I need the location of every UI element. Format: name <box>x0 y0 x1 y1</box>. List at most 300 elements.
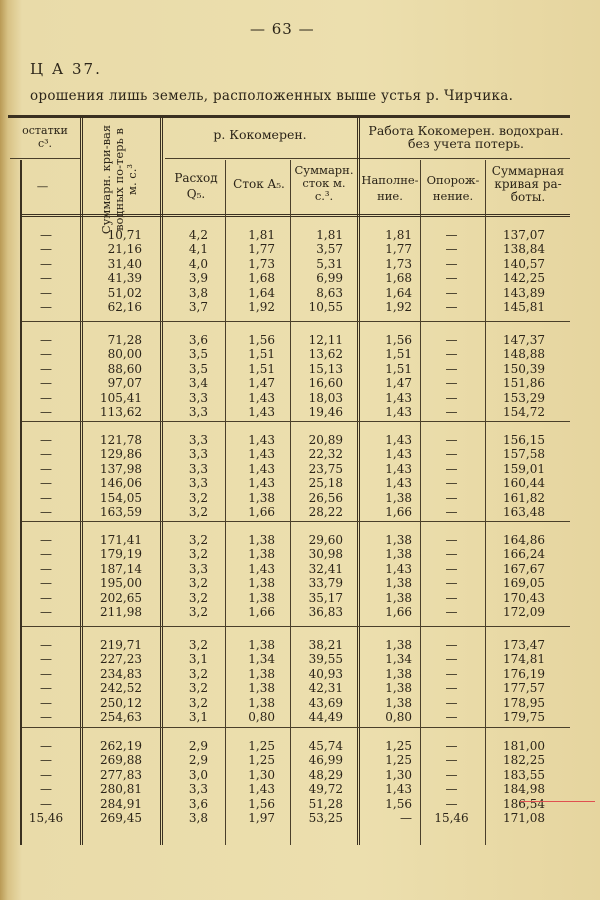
table-cell: — <box>40 710 52 724</box>
table-cell: — <box>445 490 458 505</box>
table-cell: 171,08 <box>503 811 545 825</box>
table-cell: 1,38 <box>248 666 275 681</box>
table-cell: — <box>445 390 458 405</box>
table-cell: 234,83 <box>100 666 142 681</box>
table-cell: 3,2 <box>188 605 208 619</box>
table-cell: — <box>445 796 458 811</box>
table-cell: 62,16 <box>107 300 142 314</box>
table-cell: — <box>40 505 52 519</box>
table-cell: 1,77 <box>248 242 275 257</box>
table-cell: — <box>445 242 458 257</box>
table-cell: 51,02 <box>107 285 142 300</box>
header-group-work: Работа Кокомерен. водохран. без учета потерь. <box>368 123 564 151</box>
table-cell: 1,43 <box>385 561 412 576</box>
table-cell: 15,46 <box>434 811 469 825</box>
table-cell: 169,05 <box>503 576 545 591</box>
table-cell: — <box>445 605 458 619</box>
block-rule <box>22 421 570 422</box>
table-cell: — <box>40 767 52 782</box>
block-rule <box>22 626 570 627</box>
table-cell: — <box>40 576 52 591</box>
table-cell: — <box>445 767 458 782</box>
table-cell: — <box>445 447 458 462</box>
table-cell: 1,38 <box>248 547 275 562</box>
table-cell: 146,06 <box>100 476 142 491</box>
table-cell: 1,38 <box>248 490 275 505</box>
table-cell: 15,46 <box>28 811 64 825</box>
table-cell: 36,83 <box>308 605 343 619</box>
column-rule <box>420 160 421 845</box>
table-cell: 10,71 <box>107 228 142 242</box>
table-cell: 1,43 <box>248 405 275 419</box>
table-cell: — <box>40 652 52 667</box>
table-cell: 113,62 <box>100 405 142 419</box>
table-cell: 1,51 <box>248 347 275 362</box>
table-cell: 1,68 <box>385 271 412 286</box>
table-cell: 1,25 <box>248 739 275 753</box>
table-cell: 170,43 <box>503 590 545 605</box>
block-rule <box>22 521 570 522</box>
table-cell: 1,38 <box>248 681 275 696</box>
table-cell: 160,44 <box>503 476 545 491</box>
table-cell: — <box>40 533 52 547</box>
table-cell: — <box>445 710 458 724</box>
table-cell: 3,8 <box>188 811 208 825</box>
table-cell: 43,69 <box>308 695 343 710</box>
table-cell: 6,99 <box>316 271 343 286</box>
pencil-mark <box>520 801 595 802</box>
table-cell: — <box>40 605 52 619</box>
table-cell: 16,60 <box>308 376 343 391</box>
table-cell: 163,59 <box>100 505 142 519</box>
table-cell: 1,43 <box>248 561 275 576</box>
table-cell: 1,38 <box>385 533 412 547</box>
table-cell: — <box>445 533 458 547</box>
table-cell: 48,29 <box>308 767 343 782</box>
table-cell: 23,75 <box>308 461 343 476</box>
header-bottom-rule <box>22 214 570 217</box>
table-cell: 182,25 <box>503 753 545 768</box>
table-cell: 1,43 <box>385 782 412 797</box>
table-cell: — <box>40 796 52 811</box>
column-rule <box>225 160 226 845</box>
table-cell: 3,57 <box>316 242 343 257</box>
table-cell: 1,64 <box>248 285 275 300</box>
table-cell: 1,56 <box>385 796 412 811</box>
table-cell: 26,56 <box>308 490 343 505</box>
table-cell: 262,19 <box>100 739 142 753</box>
table-cell: 1,38 <box>385 666 412 681</box>
table-cell: 164,86 <box>503 533 545 547</box>
table-cell: — <box>445 576 458 591</box>
table-cell: 1,43 <box>248 390 275 405</box>
table-cell: 1,47 <box>385 376 412 391</box>
table-cell: 153,29 <box>503 390 545 405</box>
table-cell: 80,00 <box>107 347 142 362</box>
table-cell: 1,38 <box>248 638 275 652</box>
table-cell: 1,56 <box>385 333 412 347</box>
table-subtitle: орошения лишь земель, расположенных выше устья р. Чирчика. <box>30 88 514 104</box>
table-cell: — <box>40 242 52 257</box>
table-cell: 46,99 <box>308 753 343 768</box>
table-cell: — <box>400 811 412 825</box>
table-cell: — <box>40 333 52 347</box>
table-cell: 1,38 <box>385 547 412 562</box>
table-cell: 3,3 <box>188 461 208 476</box>
table-cell: 284,91 <box>100 796 142 811</box>
header-emptying: Опорож-нение. <box>426 173 480 203</box>
table-cell: — <box>445 505 458 519</box>
table-cell: 21,16 <box>107 242 142 257</box>
table-cell: — <box>40 300 52 314</box>
table-cell: 1,56 <box>248 796 275 811</box>
header-cum-work: Суммарная кривая ра-боты. <box>491 164 565 204</box>
table-cell: 3,2 <box>188 590 208 605</box>
table-cell: 150,39 <box>503 361 545 376</box>
table-cell: 178,95 <box>503 695 545 710</box>
table-cell: 1,56 <box>248 333 275 347</box>
table-cell: — <box>40 490 52 505</box>
table-cell: 173,47 <box>503 638 545 652</box>
table-cell: 1,66 <box>385 605 412 619</box>
table-cell: 1,68 <box>248 271 275 286</box>
table-cell: 1,81 <box>248 228 275 242</box>
table-cell: 1,43 <box>248 447 275 462</box>
table-cell: 202,65 <box>100 590 142 605</box>
table-cell: 1,43 <box>385 405 412 419</box>
table-cell: 3,2 <box>188 576 208 591</box>
page-number: — 63 — <box>250 20 315 38</box>
table-cell: — <box>40 447 52 462</box>
table-cell: 1,38 <box>385 490 412 505</box>
table-cell: 1,73 <box>248 256 275 271</box>
divider <box>10 158 80 159</box>
table-cell: 1,51 <box>385 347 412 362</box>
table-cell: 1,38 <box>385 590 412 605</box>
table-cell: 3,8 <box>188 285 208 300</box>
table-cell: 176,19 <box>503 666 545 681</box>
table-cell: 0,80 <box>385 710 412 724</box>
table-cell: 3,2 <box>188 547 208 562</box>
table-cell: 171,41 <box>100 533 142 547</box>
table-cell: 1,43 <box>248 433 275 447</box>
table-cell: 3,3 <box>188 782 208 797</box>
table-cell: 219,71 <box>100 638 142 652</box>
table-cell: 138,84 <box>503 242 545 257</box>
table-cell: 1,43 <box>385 461 412 476</box>
table-cell: — <box>445 782 458 797</box>
table-cell: 154,72 <box>503 405 545 419</box>
table-cell: — <box>445 681 458 696</box>
table-cell: 174,81 <box>503 652 545 667</box>
table-cell: 242,52 <box>100 681 142 696</box>
column-rule <box>20 160 22 845</box>
table-cell: 5,31 <box>316 256 343 271</box>
table-cell: 49,72 <box>308 782 343 797</box>
table-cell: 269,45 <box>100 811 142 825</box>
table-cell: 156,15 <box>503 433 545 447</box>
table-cell: 121,78 <box>100 433 142 447</box>
table-cell: 3,3 <box>188 476 208 491</box>
table-cell: 140,57 <box>503 256 545 271</box>
table-cell: 1,43 <box>385 447 412 462</box>
table-cell: 3,6 <box>188 333 208 347</box>
table-cell: 3,2 <box>188 666 208 681</box>
table-cell: — <box>40 285 52 300</box>
table-cell: 3,3 <box>188 405 208 419</box>
table-cell: 51,28 <box>308 796 343 811</box>
table-cell: 53,25 <box>308 811 343 825</box>
table-cell: 22,32 <box>308 447 343 462</box>
table-cell: — <box>445 753 458 768</box>
table-cell: 3,9 <box>188 271 208 286</box>
table-label: Ц А 37. <box>30 60 102 78</box>
table-cell: 12,11 <box>308 333 343 347</box>
table-cell: 1,64 <box>385 285 412 300</box>
table-cell: — <box>40 638 52 652</box>
table-cell: 1,77 <box>385 242 412 257</box>
table-cell: 31,40 <box>107 256 142 271</box>
table-cell: 1,34 <box>385 652 412 667</box>
table-cell: 71,28 <box>107 333 142 347</box>
table-cell: 277,83 <box>100 767 142 782</box>
block-rule <box>22 321 570 322</box>
table-cell: 41,39 <box>107 271 142 286</box>
header-remainder-sub: — <box>36 179 49 193</box>
table-cell: 250,12 <box>100 695 142 710</box>
table-cell: — <box>40 695 52 710</box>
table-cell: — <box>40 271 52 286</box>
table-cell: — <box>445 652 458 667</box>
divider <box>165 158 570 159</box>
table-cell: 137,07 <box>503 228 545 242</box>
table-cell: 3,3 <box>188 447 208 462</box>
table-cell: 3,6 <box>188 796 208 811</box>
table-cell: 1,97 <box>248 811 275 825</box>
table-cell: — <box>445 361 458 376</box>
table-cell: 195,00 <box>100 576 142 591</box>
table-cell: 254,63 <box>100 710 142 724</box>
table-cell: — <box>445 433 458 447</box>
table-cell: 1,66 <box>385 505 412 519</box>
table-cell: 181,00 <box>503 739 545 753</box>
table-cell: 1,43 <box>248 782 275 797</box>
table-cell: 28,22 <box>308 505 343 519</box>
table-cell: — <box>40 390 52 405</box>
table-cell: — <box>445 695 458 710</box>
table-cell: 3,2 <box>188 505 208 519</box>
table-cell: 1,51 <box>385 361 412 376</box>
table-cell: 1,30 <box>385 767 412 782</box>
table-cell: 145,81 <box>503 300 545 314</box>
table-cell: — <box>445 271 458 286</box>
column-rule <box>485 160 486 845</box>
column-rule <box>160 118 163 845</box>
header-runoff: Сток A₅. <box>233 177 285 191</box>
table-cell: 1,47 <box>248 376 275 391</box>
table-cell: 166,24 <box>503 547 545 562</box>
table-cell: 3,1 <box>188 710 208 724</box>
table-cell: — <box>445 347 458 362</box>
header-cumulative-losses: Суммарн. кри-вая водных по-терь в м. с.³ <box>99 124 139 235</box>
table-cell: 25,18 <box>308 476 343 491</box>
table-cell: 1,66 <box>248 505 275 519</box>
table-cell: 3,5 <box>188 361 208 376</box>
table-cell: 88,60 <box>107 361 142 376</box>
table-cell: 161,82 <box>503 490 545 505</box>
table-cell: 1,30 <box>248 767 275 782</box>
table-cell: 3,2 <box>188 490 208 505</box>
table-cell: 45,74 <box>308 739 343 753</box>
table-cell: — <box>40 361 52 376</box>
table-cell: — <box>445 476 458 491</box>
table-cell: — <box>40 561 52 576</box>
table-cell: 2,9 <box>188 739 208 753</box>
table-cell: 1,43 <box>385 433 412 447</box>
table-cell: 179,75 <box>503 710 545 724</box>
table-cell: 3,2 <box>188 695 208 710</box>
table-cell: 97,07 <box>107 376 142 391</box>
table-cell: 148,88 <box>503 347 545 362</box>
table-cell: — <box>445 739 458 753</box>
table-cell: 172,09 <box>503 605 545 619</box>
table-cell: — <box>445 405 458 419</box>
table-cell: 13,62 <box>308 347 343 362</box>
table-cell: 30,98 <box>308 547 343 562</box>
table-cell: 183,55 <box>503 767 545 782</box>
table-cell: — <box>40 590 52 605</box>
table-cell: 269,88 <box>100 753 142 768</box>
table-cell: 1,92 <box>248 300 275 314</box>
table-cell: 1,38 <box>385 576 412 591</box>
table-cell: — <box>445 461 458 476</box>
table-cell: 2,9 <box>188 753 208 768</box>
table-cell: 1,38 <box>385 638 412 652</box>
table-cell: 3,5 <box>188 347 208 362</box>
block-rule <box>22 727 570 728</box>
table-cell: 3,3 <box>188 390 208 405</box>
table-cell: 143,89 <box>503 285 545 300</box>
table-cell: 3,3 <box>188 433 208 447</box>
header-group-kokomeren: р. Кокомерен. <box>213 127 307 142</box>
table-cell: 1,25 <box>248 753 275 768</box>
table-cell: 1,51 <box>248 361 275 376</box>
table-cell: 1,73 <box>385 256 412 271</box>
table-cell: 1,43 <box>248 476 275 491</box>
table-cell: — <box>40 547 52 562</box>
table-cell: 167,67 <box>503 561 545 576</box>
table-cell: 184,98 <box>503 782 545 797</box>
table-cell: 1,43 <box>248 461 275 476</box>
table-cell: 105,41 <box>100 390 142 405</box>
table-cell: 163,48 <box>503 505 545 519</box>
table-cell: 1,38 <box>248 533 275 547</box>
table-cell: — <box>445 376 458 391</box>
table-cell: — <box>40 256 52 271</box>
table-cell: 3,4 <box>188 376 208 391</box>
table-cell: 211,98 <box>100 605 142 619</box>
table-cell: 137,98 <box>100 461 142 476</box>
table-cell: 1,25 <box>385 739 412 753</box>
table-cell: 1,81 <box>316 228 343 242</box>
table-cell: 129,86 <box>100 447 142 462</box>
header-cum-runoff: Суммарн. сток м. с.³. <box>294 163 354 203</box>
table-cell: — <box>445 547 458 562</box>
table-cell: 33,79 <box>308 576 343 591</box>
table-cell: 179,19 <box>100 547 142 562</box>
table-cell: 151,86 <box>503 376 545 391</box>
table-cell: 3,2 <box>188 681 208 696</box>
table-cell: 1,38 <box>385 681 412 696</box>
table-cell: 1,38 <box>248 590 275 605</box>
table-cell: 1,38 <box>248 576 275 591</box>
table-cell: 1,38 <box>385 695 412 710</box>
table-cell: 29,60 <box>308 533 343 547</box>
table-cell: 3,3 <box>188 561 208 576</box>
table-cell: 1,66 <box>248 605 275 619</box>
table-cell: — <box>40 433 52 447</box>
table-cell: — <box>40 461 52 476</box>
table-cell: 18,03 <box>308 390 343 405</box>
header-filling: Наполне-ние. <box>361 173 419 203</box>
table-cell: — <box>445 228 458 242</box>
table-cell: 187,14 <box>100 561 142 576</box>
table-cell: 186,54 <box>503 796 545 811</box>
table-cell: 280,81 <box>100 782 142 797</box>
table-cell: 3,2 <box>188 533 208 547</box>
column-rule <box>357 118 360 845</box>
table-cell: 40,93 <box>308 666 343 681</box>
table-cell: — <box>445 561 458 576</box>
header-remainder: остатки с³. <box>22 124 68 150</box>
table-cell: 20,89 <box>308 433 343 447</box>
table-cell: 1,38 <box>248 695 275 710</box>
table-cell: 32,41 <box>308 561 343 576</box>
table-cell: 44,49 <box>308 710 343 724</box>
table-cell: — <box>40 782 52 797</box>
table-cell: — <box>40 376 52 391</box>
table-cell: — <box>40 681 52 696</box>
table-cell: 4,1 <box>188 242 208 257</box>
table-cell: — <box>445 666 458 681</box>
table-cell: 10,55 <box>308 300 343 314</box>
table-cell: 1,25 <box>385 753 412 768</box>
table-cell: 1,92 <box>385 300 412 314</box>
table-cell: 8,63 <box>316 285 343 300</box>
table-cell: 4,2 <box>188 228 208 242</box>
table-cell: 159,01 <box>503 461 545 476</box>
table-cell: — <box>445 638 458 652</box>
table-cell: 42,31 <box>308 681 343 696</box>
table-cell: — <box>40 666 52 681</box>
table-cell: 227,23 <box>100 652 142 667</box>
header-discharge: Расход Q₅. <box>174 171 218 201</box>
table-top-rule <box>8 115 570 118</box>
table-cell: — <box>445 300 458 314</box>
table-cell: 147,37 <box>503 333 545 347</box>
table-cell: 15,13 <box>308 361 343 376</box>
table-cell: — <box>40 228 52 242</box>
table-cell: — <box>445 333 458 347</box>
column-rule <box>290 160 291 845</box>
table-cell: — <box>445 285 458 300</box>
table-cell: 3,2 <box>188 638 208 652</box>
table-cell: — <box>40 476 52 491</box>
table-cell: 38,21 <box>308 638 343 652</box>
table-cell: 4,0 <box>188 256 208 271</box>
table-cell: 3,0 <box>188 767 208 782</box>
table-cell: 142,25 <box>503 271 545 286</box>
